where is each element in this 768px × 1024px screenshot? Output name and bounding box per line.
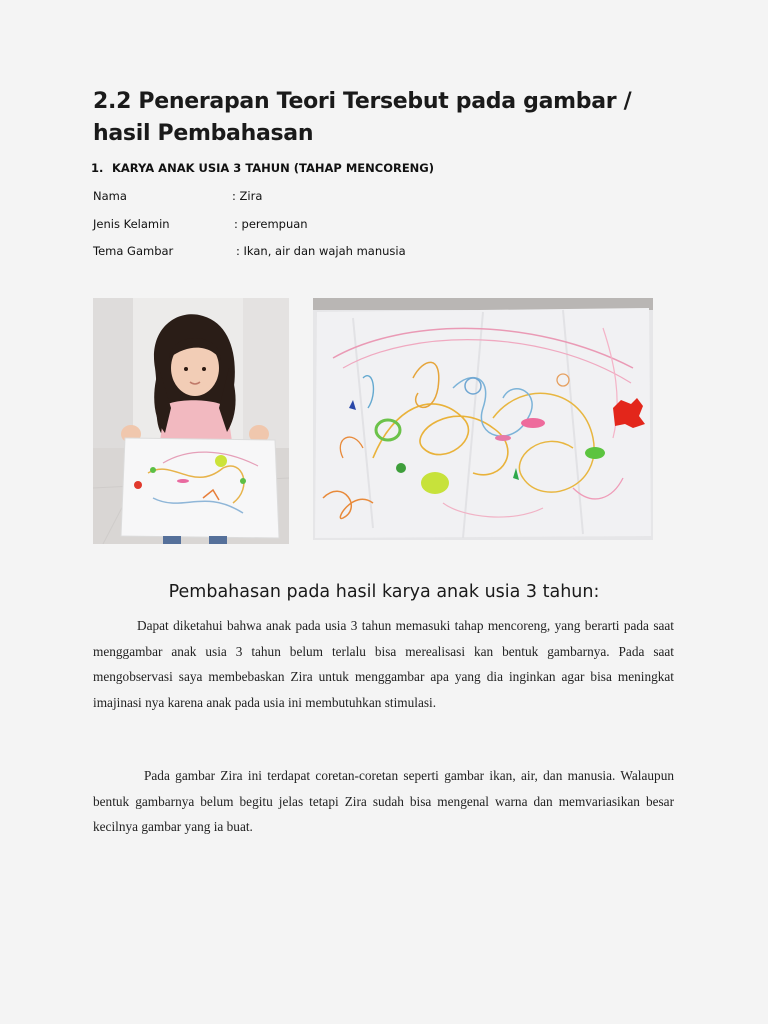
field-value: : Zira	[232, 189, 263, 203]
field-label: Nama	[93, 189, 127, 203]
paragraph-text: Pada gambar Zira ini terdapat coretan-coretan seperti gambar ikan, air, dan manusia. Walaupun bentuk gambarnya belum begitu jelas tetapi Zira sudah bisa mengenal warna dan memvariasikan besar kecilnya gambar yang ia buat.	[93, 768, 674, 834]
section-title: 2.2 Penerapan Teori Tersebut pada gambar / hasil Pembahasan	[93, 89, 632, 146]
field-label: Jenis Kelamin	[93, 217, 170, 231]
photo-child-with-drawing	[93, 298, 289, 544]
field-value: : perempuan	[234, 217, 308, 231]
field-value: : Ikan, air dan wajah manusia	[236, 244, 406, 258]
paragraph-1	[93, 613, 674, 715]
paragraph-2	[93, 763, 674, 840]
item-number: 1.	[91, 161, 104, 175]
field-label: Tema Gambar	[93, 244, 174, 258]
item-heading-text: KARYA ANAK USIA 3 TAHUN (TAHAP MENCORENG)	[112, 161, 434, 175]
item-heading	[91, 161, 434, 175]
discussion-heading: Pembahasan pada hasil karya anak usia 3 tahun:	[168, 582, 600, 602]
photo-crayon-drawing	[313, 298, 653, 540]
paragraph-text: Dapat diketahui bahwa anak pada usia 3 tahun memasuki tahap mencoreng, yang berarti pada saat menggambar anak usia 3 tahun belum terlalu bisa merealisasi kan bentuk gambarnya. Pada saat mengobservasi saya membebaskan Zira untuk menggambar apa yang dia inginkan agar bisa meningkat imajinasi nya karena anak pada usia ini membutuhkan stimulasi.	[93, 618, 674, 710]
